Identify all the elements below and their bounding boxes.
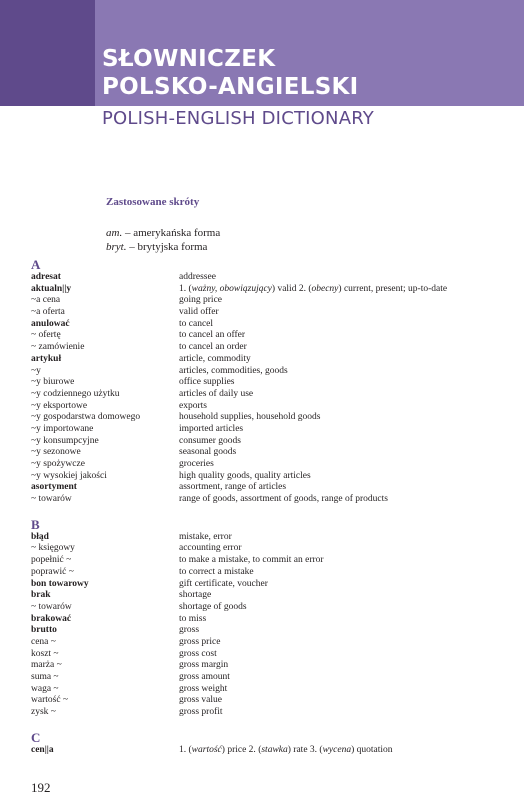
abbreviation-code: am. bbox=[106, 227, 123, 239]
section-c bbox=[31, 731, 511, 757]
english-translation: range of goods, assortment of goods, range of products bbox=[179, 494, 388, 505]
polish-term: ~y wysokiej jakości bbox=[31, 470, 107, 481]
polish-term: ~y codziennego użytku bbox=[31, 388, 120, 399]
entry-row bbox=[31, 695, 511, 707]
entry-row bbox=[31, 672, 511, 684]
section-letter: C bbox=[31, 729, 41, 745]
polish-term: cen||a bbox=[31, 744, 54, 755]
entry-row bbox=[31, 543, 511, 555]
english-translation: household supplies, household goods bbox=[179, 412, 321, 423]
entry-row bbox=[31, 602, 511, 614]
entry-row bbox=[31, 707, 511, 719]
section-letter: A bbox=[31, 257, 41, 272]
entry-row bbox=[31, 307, 511, 319]
english-translation: articles of daily use bbox=[179, 388, 254, 399]
polish-term: ~y importowane bbox=[31, 423, 94, 434]
english-translation: imported articles bbox=[179, 423, 244, 434]
polish-term: bon towarowy bbox=[31, 578, 89, 589]
abbreviations-heading: Zastosowane skróty bbox=[106, 196, 200, 208]
polish-term: ~y bbox=[31, 365, 41, 376]
english-translation: office supplies bbox=[179, 377, 235, 388]
entry-row bbox=[31, 436, 511, 448]
entry-row bbox=[31, 649, 511, 661]
polish-term: aktualn||y bbox=[31, 283, 72, 294]
page-subtitle: POLISH-ENGLISH DICTIONARY bbox=[102, 108, 374, 129]
english-translation: high quality goods, quality articles bbox=[179, 470, 311, 481]
polish-term: suma ~ bbox=[31, 672, 59, 682]
header-dark-block bbox=[0, 0, 95, 106]
polish-term: ~y sezonowe bbox=[31, 447, 81, 458]
polish-term: ~y eksportowe bbox=[31, 400, 88, 411]
polish-term: asortyment bbox=[31, 482, 77, 493]
english-translation: mistake, error bbox=[179, 531, 232, 542]
polish-term: marża ~ bbox=[31, 660, 62, 671]
entry-row bbox=[31, 684, 511, 696]
abbreviation-code: bryt. bbox=[106, 241, 127, 253]
english-translation: shortage of goods bbox=[179, 601, 247, 612]
english-translation: gross bbox=[179, 625, 200, 636]
english-translation: to cancel bbox=[179, 318, 214, 329]
english-translation: to cancel an order bbox=[179, 342, 247, 353]
polish-term: brak bbox=[31, 590, 51, 601]
polish-term: koszt ~ bbox=[31, 648, 59, 659]
entry-row bbox=[31, 590, 511, 602]
entry-row bbox=[31, 494, 511, 506]
entry-row bbox=[31, 272, 511, 284]
entry-row bbox=[31, 295, 511, 307]
polish-term: ~ zamówienie bbox=[31, 342, 85, 353]
entry-row bbox=[31, 366, 511, 378]
entry-row bbox=[31, 614, 511, 626]
entry-row bbox=[31, 567, 511, 579]
english-translation: seasonal goods bbox=[179, 447, 237, 458]
polish-term: ~y biurowe bbox=[31, 377, 75, 388]
english-translation: accounting error bbox=[179, 543, 242, 554]
entry-row bbox=[31, 660, 511, 672]
polish-term: brakować bbox=[31, 613, 72, 624]
english-translation: valid offer bbox=[179, 307, 219, 318]
polish-term: ~a cena bbox=[31, 295, 61, 306]
entry-row bbox=[31, 330, 511, 342]
polish-term: brutto bbox=[31, 625, 57, 636]
english-translation: gross value bbox=[179, 695, 223, 706]
polish-term: ~y gospodarstwa domowego bbox=[31, 412, 141, 423]
polish-term: zysk ~ bbox=[31, 707, 56, 718]
section-b bbox=[31, 518, 511, 719]
english-translation: gross cost bbox=[179, 648, 217, 659]
polish-term: ~y konsumpcyjne bbox=[31, 435, 99, 446]
page-title bbox=[102, 45, 359, 101]
english-translation: gross margin bbox=[179, 660, 229, 671]
english-translation: assortment, range of articles bbox=[179, 482, 287, 493]
polish-term: ~ towarów bbox=[31, 601, 72, 612]
abbreviation-item bbox=[106, 226, 220, 240]
english-translation: groceries bbox=[179, 459, 214, 469]
english-translation: going price bbox=[179, 295, 223, 306]
entry-row bbox=[31, 745, 511, 757]
polish-term: cena ~ bbox=[31, 636, 56, 647]
entry-row bbox=[31, 354, 511, 366]
section-letter: B bbox=[31, 516, 40, 532]
entry-row bbox=[31, 532, 511, 544]
polish-term: ~a oferta bbox=[31, 307, 65, 318]
polish-term: adresat bbox=[31, 272, 61, 282]
entry-row bbox=[31, 579, 511, 591]
polish-term: ~ ofertę bbox=[31, 330, 61, 341]
english-translation: addressee bbox=[179, 272, 216, 282]
entry-row bbox=[31, 625, 511, 637]
entry-row bbox=[31, 401, 511, 413]
polish-term: ~ księgowy bbox=[31, 543, 75, 554]
section-a bbox=[31, 258, 511, 506]
english-translation: to make a mistake, to commit an error bbox=[179, 555, 324, 566]
entry-row bbox=[31, 482, 511, 494]
polish-term: wartość ~ bbox=[31, 695, 69, 706]
entry-row bbox=[31, 471, 511, 483]
abbreviation-meaning: – amerykańska forma bbox=[122, 227, 221, 239]
english-translation: gift certificate, voucher bbox=[179, 578, 268, 589]
abbreviation-item bbox=[106, 240, 207, 254]
entry-row bbox=[31, 637, 511, 649]
english-translation: gross weight bbox=[179, 683, 228, 694]
page-number: 192 bbox=[31, 780, 51, 795]
polish-term: anulować bbox=[31, 318, 70, 329]
entry-row bbox=[31, 555, 511, 567]
entry-row bbox=[31, 284, 511, 296]
polish-term: błąd bbox=[31, 531, 49, 542]
english-translation: exports bbox=[179, 400, 207, 411]
entry-row bbox=[31, 459, 511, 471]
title-line-2: POLSKO-ANGIELSKI bbox=[102, 74, 359, 100]
polish-term: ~ towarów bbox=[31, 494, 72, 505]
polish-term: ~y spożywcze bbox=[31, 459, 85, 469]
abbreviation-meaning: – brytyjska forma bbox=[126, 241, 208, 253]
entry-row bbox=[31, 412, 511, 424]
english-translation: gross amount bbox=[179, 672, 230, 682]
title-line-1: SŁOWNICZEK bbox=[102, 46, 276, 72]
entry-row bbox=[31, 319, 511, 331]
english-translation: to cancel an offer bbox=[179, 330, 246, 341]
english-translation: shortage bbox=[179, 590, 212, 601]
english-translation: to correct a mistake bbox=[179, 566, 254, 577]
english-translation: gross profit bbox=[179, 707, 223, 718]
polish-term: popełnić ~ bbox=[31, 555, 72, 566]
english-translation: 1. (wartość) price 2. (stawka) rate 3. (wycena) quotation bbox=[179, 744, 393, 755]
dictionary-entries bbox=[31, 258, 511, 756]
english-translation: to miss bbox=[179, 613, 207, 624]
english-translation: articles, commodities, goods bbox=[179, 365, 288, 376]
english-translation: article, commodity bbox=[179, 353, 251, 364]
entry-row bbox=[31, 447, 511, 459]
entry-row bbox=[31, 377, 511, 389]
english-translation: consumer goods bbox=[179, 435, 242, 446]
polish-term: waga ~ bbox=[31, 683, 59, 694]
polish-term: artykuł bbox=[31, 353, 62, 364]
polish-term: poprawić ~ bbox=[31, 566, 74, 577]
entry-row bbox=[31, 389, 511, 401]
english-translation: gross price bbox=[179, 636, 221, 647]
entry-row bbox=[31, 424, 511, 436]
english-translation: 1. (ważny, obowiązujący) valid 2. (obecny) current, present; up-to-date bbox=[179, 283, 448, 294]
entry-row bbox=[31, 342, 511, 354]
